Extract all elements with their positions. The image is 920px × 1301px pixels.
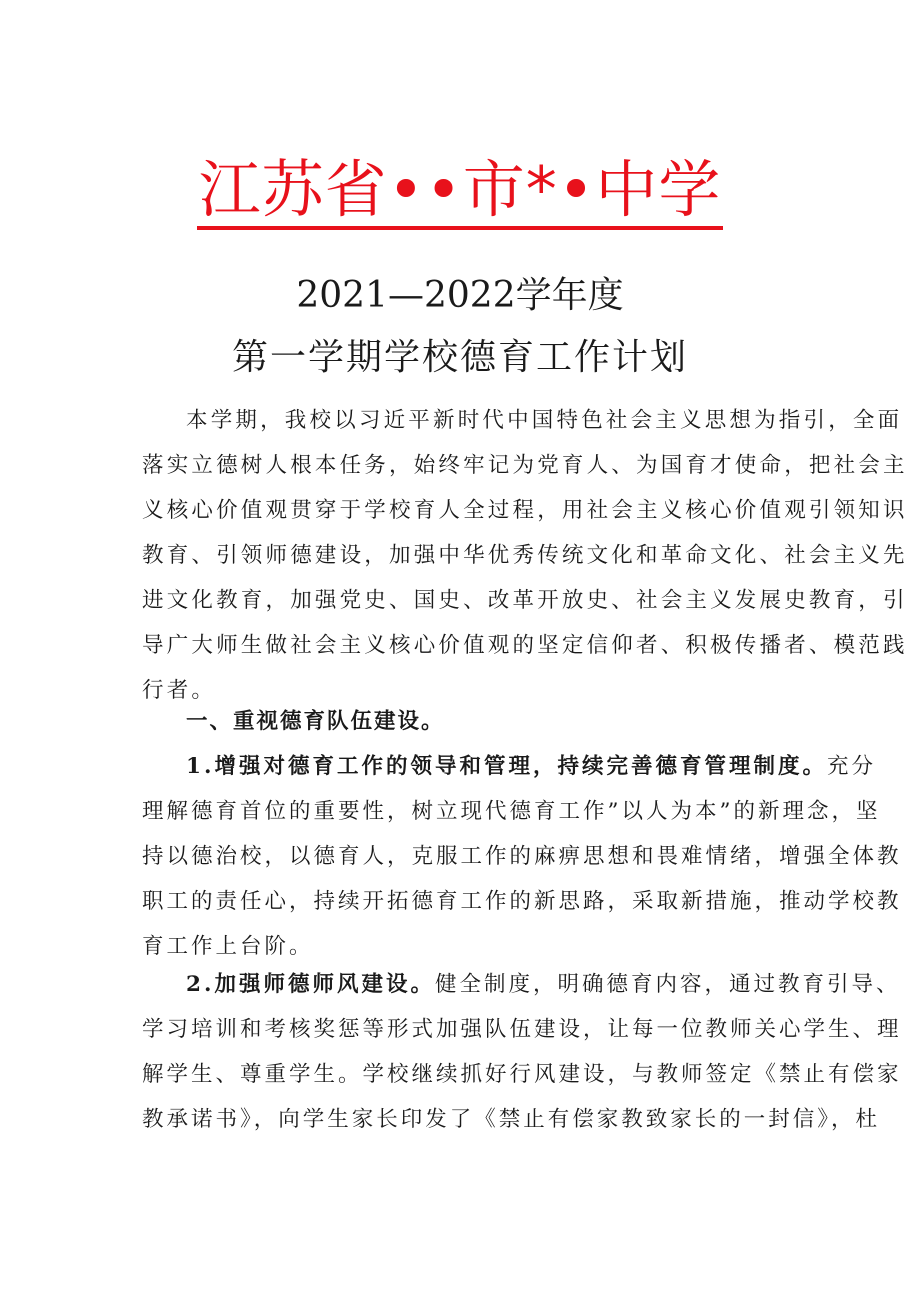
intro-line: 义核心价值观贯穿于学校育人全过程，用社会主义核心价值观引领知识: [142, 498, 908, 523]
intro-line: 教育、引领师德建设，加强中华优秀传统文化和革命文化、社会主义先: [142, 543, 908, 568]
item-1-line: 理解德育首位的重要性，树立现代德育工作”以人为本”的新理念，坚: [142, 799, 881, 824]
item-1-first-rest: 充分: [826, 754, 876, 779]
school-name-header: [0, 150, 920, 230]
document-title-year: 2021—2022学年度: [296, 275, 624, 316]
item-2-first-line: [142, 962, 901, 1007]
section-heading: 一、重视德育队伍建设。: [186, 709, 445, 734]
document-title-plan: 第一学期学校德育工作计划: [231, 337, 688, 378]
intro-paragraph: [142, 398, 908, 713]
item-2-line: 教承诺书》，向学生家长印发了《禁止有偿家教致家长的一封信》，杜: [142, 1107, 881, 1132]
intro-line: 进文化教育，加强党史、国史、改革开放史、社会主义发展史教育，引: [142, 588, 908, 613]
intro-line: 行者。: [142, 678, 217, 703]
intro-line: 落实立德树人根本任务，始终牢记为党育人、为国育才使命，把社会主: [142, 453, 908, 478]
item-1-paragraph: [142, 744, 902, 969]
school-name-text: 江苏省••市*•中学: [197, 154, 724, 230]
item-1-lead: 1.增强对德育工作的领导和管理，持续完善德育管理制度。: [186, 754, 827, 779]
item-1-line: 育工作上台阶。: [142, 934, 314, 959]
item-2-lead: 2.加强师德师风建设。: [186, 972, 435, 997]
item-1-line: 职工的责任心，持续开拓德育工作的新思路，采取新措施，推动学校教: [142, 889, 902, 914]
item-2-first-rest: 健全制度，明确德育内容，通过教育引导、: [434, 972, 901, 997]
item-1-line: 持以德治校，以德育人，克服工作的麻痹思想和畏难情绪，增强全体教: [142, 844, 902, 869]
intro-line: 本学期，我校以习近平新时代中国特色社会主义思想为指引，全面: [186, 408, 903, 433]
item-2-line: 学习培训和考核奖惩等形式加强队伍建设，让每一位教师关心学生、理: [142, 1017, 902, 1042]
item-1-first-line: [142, 744, 876, 789]
intro-line: 导广大师生做社会主义核心价值观的坚定信仰者、积极传播者、模范践: [142, 633, 908, 658]
item-2-line: 解学生、尊重学生。学校继续抓好行风建设，与教师签定《禁止有偿家: [142, 1062, 902, 1087]
item-2-paragraph: [142, 962, 902, 1142]
